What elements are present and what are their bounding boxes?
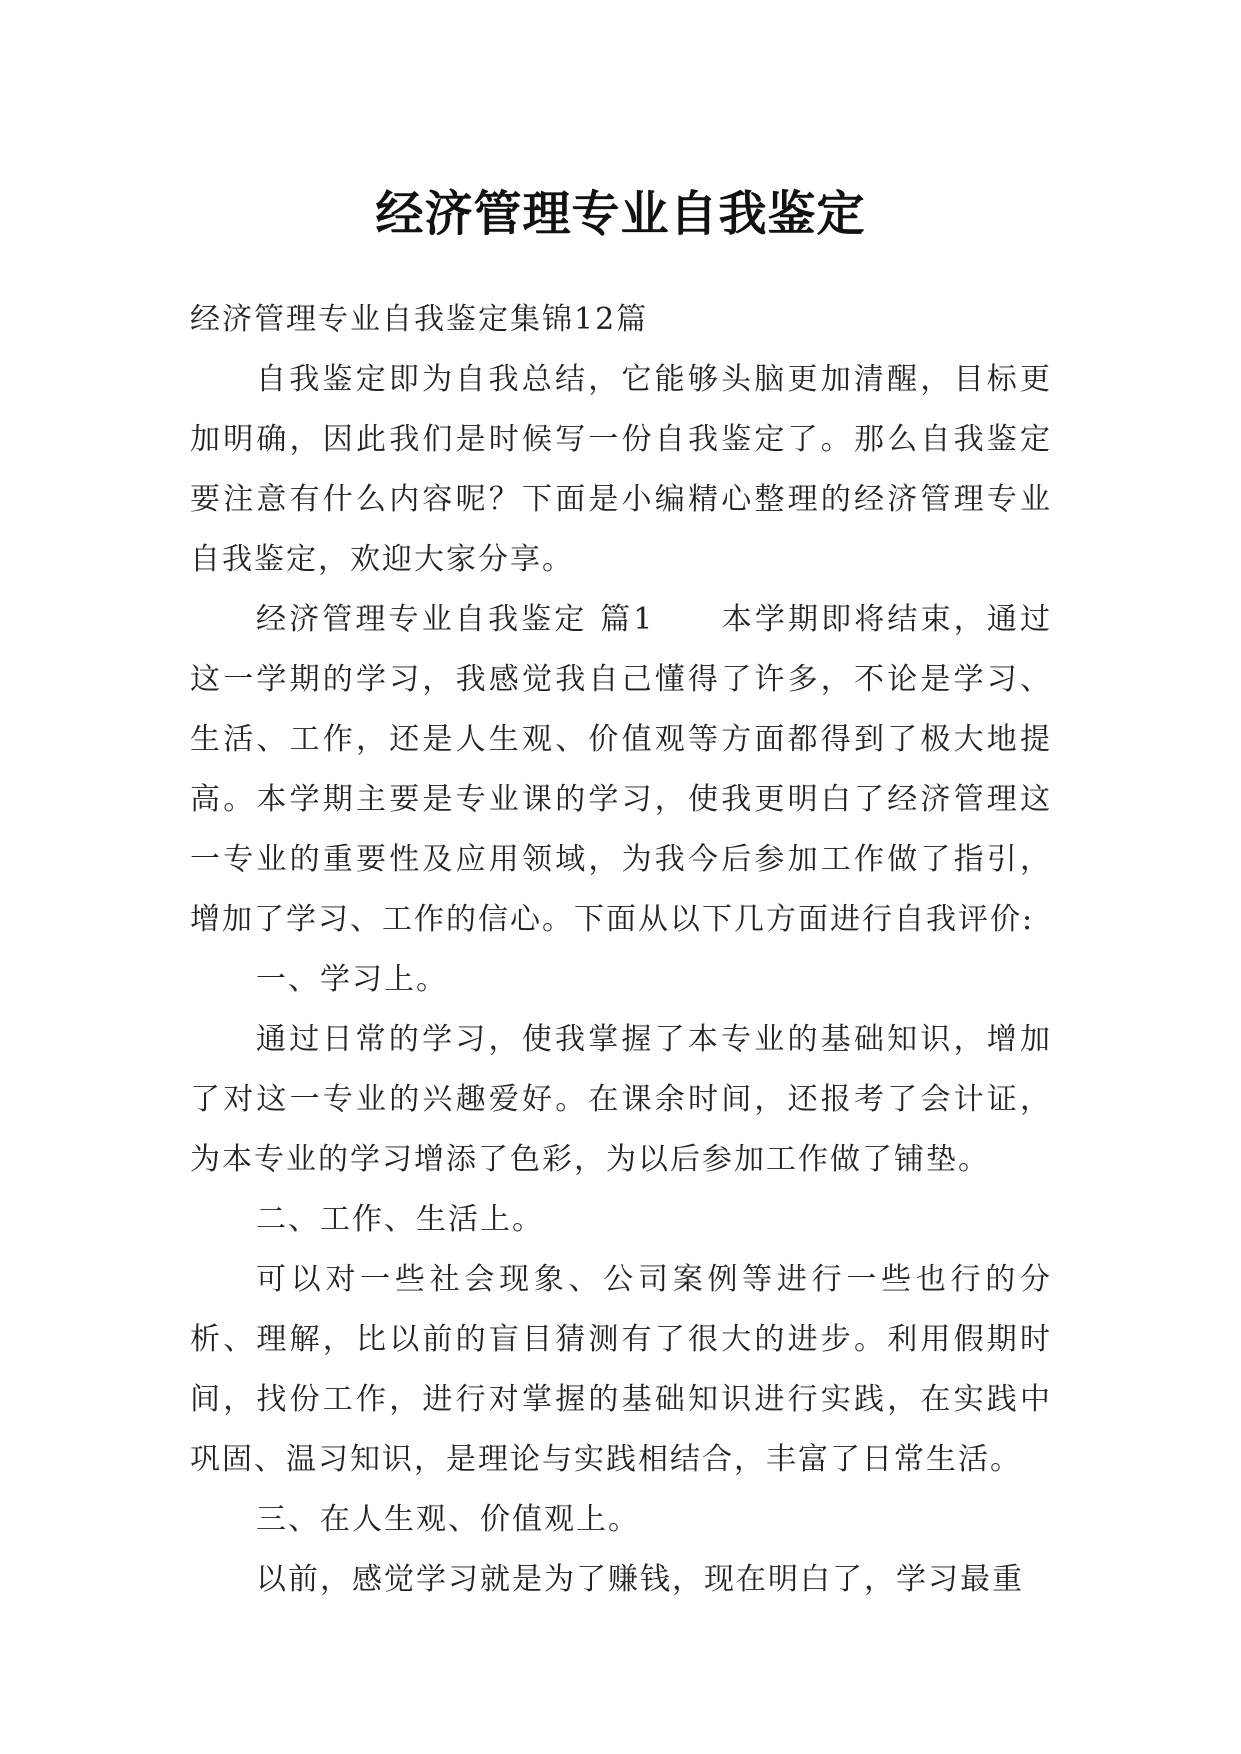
heading-work-life: 二、工作、生活上。 bbox=[256, 1202, 544, 1237]
section-1-paragraph: 经济管理专业自我鉴定 篇1 本学期即将结束，通过这一学期的学习，我感觉我自己懂得了许多，不论是学习、生活、工作，还是人生观、价值观等方面都得到了极大地提高。本学期主要是专业课的学习，使我更明白了经济管理这一专业的重要性及应用领域，为我今后参加工作做了指引，增加了学习、工作的信心。下面从以下几方面进行自我评价: bbox=[190, 602, 1052, 937]
document-body bbox=[190, 290, 1052, 1610]
study-paragraph: 通过日常的学习，使我掌握了本专业的基础知识，增加了对这一专业的兴趣爱好。在课余时间，还报考了会计证，为本专业的学习增添了色彩，为以后参加工作做了铺垫。 bbox=[190, 1022, 1052, 1177]
intro-paragraph: 自我鉴定即为自我总结，它能够头脑更加清醒，目标更加明确，因此我们是时候写一份自我鉴定了。那么自我鉴定要注意有什么内容呢？下面是小编精心整理的经济管理专业自我鉴定，欢迎大家分享。 bbox=[190, 362, 1052, 577]
subtitle-paragraph: 经济管理专业自我鉴定集锦12篇 bbox=[190, 302, 649, 337]
heading-study: 一、学习上。 bbox=[256, 962, 448, 997]
heading-values: 三、在人生观、价值观上。 bbox=[256, 1502, 640, 1537]
document-title: 经济管理专业自我鉴定 bbox=[375, 186, 866, 243]
values-paragraph: 以前，感觉学习就是为了赚钱，现在明白了，学习最重 bbox=[256, 1562, 1024, 1597]
work-life-paragraph: 可以对一些社会现象、公司案例等进行一些也行的分析、理解，比以前的盲目猜测有了很大的进步。利用假期时间，找份工作，进行对掌握的基础知识进行实践，在实践中巩固、温习知识，是理论与实践相结合，丰富了日常生活。 bbox=[190, 1262, 1052, 1477]
